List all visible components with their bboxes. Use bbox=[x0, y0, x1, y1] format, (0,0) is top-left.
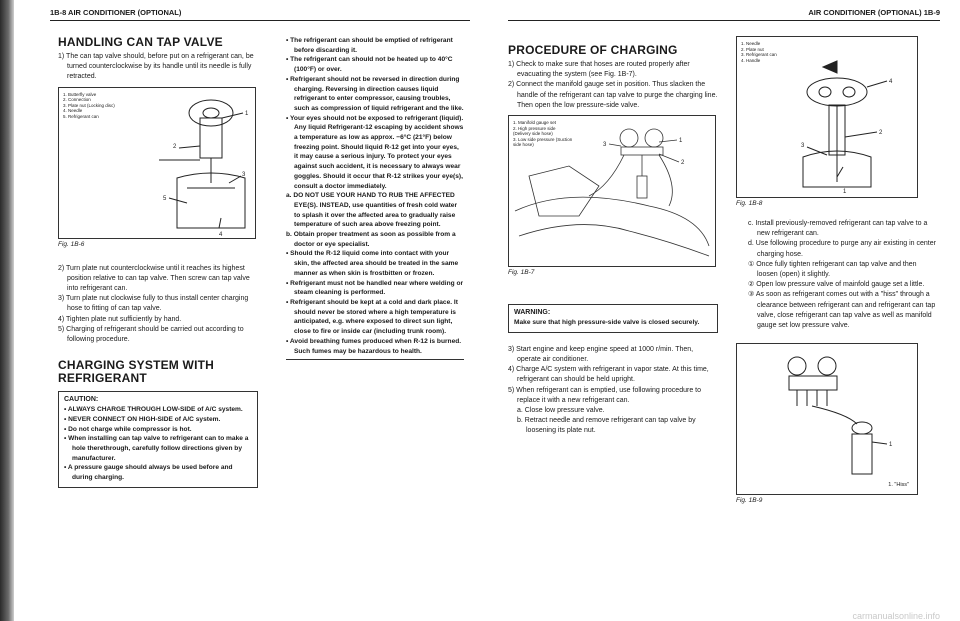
right-column-1 bbox=[508, 44, 718, 437]
figure-1b-8 bbox=[736, 36, 918, 198]
caution-box bbox=[58, 391, 258, 488]
fig6-caption: Fig. 1B-6 bbox=[58, 240, 85, 248]
warning-item: a. DO NOT USE YOUR HAND TO RUB THE AFFECTED EYE(S). INSTEAD, use quantities of fresh cold water to splash it over the affected area to gradually raise temperature of such area above freezing point. bbox=[286, 192, 458, 229]
proc-step-c: c. Install previously-removed refrigerant can tap valve to a new refrigerant can. bbox=[748, 220, 928, 238]
fig7-caption: Fig. 1B-7 bbox=[508, 269, 535, 277]
right-column-2 bbox=[736, 36, 936, 504]
warning-item: • Your eyes should not be exposed to refrigerant (liquid). Any liquid Refrigerant-12 escaping by accident shows a temperature as low as approx. −6°C (21°F) below freezing point. Should liquid R-12 get into your eyes, it may cause a serious injury. To protect your eyes against such accident, it is necessary to always wear goggles. Should it occur that R-12 strikes your eye(s), consult a doctor immediately. bbox=[286, 114, 464, 190]
caution-item: • When installing can tap valve to refrigerant can to make a hole therethrough, carefully follow directions given by manufacturer. bbox=[64, 435, 249, 462]
heading-handling-can-tap-valve: HANDLING CAN TAP VALVE bbox=[58, 35, 223, 49]
warning-item: • Refrigerant should be kept at a cold and dark place. It should never be stored where a high temperature is anticipated, e.g. where exposed to direct sun light, close to fire or inside car (including trunk room). bbox=[286, 298, 458, 336]
hiss-purge-drawing bbox=[737, 344, 917, 494]
book-binding-shadow bbox=[0, 0, 14, 621]
right-page bbox=[508, 8, 940, 608]
steps-2-5 bbox=[58, 264, 258, 346]
step-4: 4) Tighten plate nut sufficiently by hand. bbox=[58, 315, 182, 323]
left-header-text: 1B-8 AIR CONDITIONER (OPTIONAL) bbox=[50, 8, 182, 17]
watermark-footer: carmanualsonline.info bbox=[852, 611, 940, 621]
can-tap-valve-drawing bbox=[59, 88, 255, 238]
svg-text:5: 5 bbox=[163, 195, 167, 202]
warning-item: • The refrigerant can should be emptied of refrigerant before discarding it. bbox=[286, 37, 453, 54]
proc-step-4: 4) Charge A/C system with refrigerant in vapor state. At this time, refrigerant can should be held upright. bbox=[508, 366, 709, 384]
svg-text:4: 4 bbox=[889, 79, 893, 85]
svg-text:2: 2 bbox=[879, 130, 883, 136]
step-3: 3) Turn plate nut clockwise fully to thus install center charging hose to fitting of can tap valve. bbox=[58, 295, 249, 313]
warning-item: • The refrigerant can should not be heated up to 40°C (100°F) or over. bbox=[286, 56, 453, 74]
svg-text:1: 1 bbox=[245, 110, 249, 117]
warning-item: • Refrigerant should not be reversed in direction during charging. Reversing in direction causes liquid refrigerant to enter compressor, causing troubles, such as compression of liquid refrigerant and the like. bbox=[286, 75, 464, 112]
fig8-legend: 1. Needle 2. Plate nut 3. Refrigerant can 4. Handle bbox=[741, 41, 777, 63]
figure-1b-9 bbox=[736, 343, 918, 495]
warning-item: • Should the R-12 liquid come into contact with your skin, the affected area should be treated in the same manner as when skin is frostbitten or frozen. bbox=[286, 250, 459, 277]
caution-title: CAUTION: bbox=[64, 396, 99, 404]
svg-text:3: 3 bbox=[801, 143, 805, 149]
step-5: 5) Charging of refrigerant should be carried out according to following procedure. bbox=[58, 325, 244, 344]
svg-text:1: 1 bbox=[889, 442, 893, 449]
proc-substep-3: ③ As soon as refrigerant comes out with a "hiss" through a clearance between refrigerant can and refrigerant can tap valve, close refrigerant can tap valve as well as manifold gauge set low pressure valve. bbox=[748, 291, 936, 330]
warning-text: Make sure that high pressure-side valve is closed securely. bbox=[514, 319, 700, 327]
warning-item: • Refrigerant must not be handled near where welding or steam cleaning is performed. bbox=[286, 279, 464, 297]
left-page bbox=[50, 8, 470, 608]
fig8-caption: Fig. 1B-8 bbox=[736, 200, 763, 207]
proc-steps-3-5 bbox=[508, 345, 718, 437]
caution-item: • Do not charge while compressor is hot. bbox=[64, 425, 192, 433]
svg-text:4: 4 bbox=[219, 231, 223, 238]
proc-substep-1: ① Once fully tighten refrigerant can tap valve and then loosen (open) it slightly. bbox=[748, 260, 917, 279]
svg-text:3: 3 bbox=[242, 171, 246, 178]
svg-text:3: 3 bbox=[603, 142, 607, 149]
proc-step-2: 2) Connect the manifold gauge set in position. Thus slacken the handle of the refrigerant can tap valve to purge the charging line. Then open the low pressure-side valve. bbox=[508, 81, 718, 109]
proc-step-1: 1) Check to make sure that hoses are routed properly after evacuating the system (see Fig. 1B-7). bbox=[508, 61, 690, 79]
svg-text:1: 1 bbox=[679, 138, 683, 145]
proc-steps-c-d bbox=[736, 219, 936, 331]
step-2: 2) Turn plate nut counterclockwise until it reaches its highest position relative to can tap valve. Then screw can tap valve into refrigerant can. bbox=[58, 264, 250, 293]
caution-item: • ALWAYS CHARGE THROUGH LOW-SIDE of A/C system. bbox=[64, 406, 243, 414]
svg-text:2: 2 bbox=[173, 143, 177, 150]
proc-step-5b: b. Retract needle and remove refrigerant can tap valve by loosening its plate nut. bbox=[517, 417, 696, 435]
right-header-text: AIR CONDITIONER (OPTIONAL) 1B-9 bbox=[808, 8, 940, 17]
left-column-1 bbox=[58, 36, 258, 488]
proc-substep-2: ② Open low pressure valve of mainfold gauge set a little. bbox=[748, 281, 925, 289]
fig6-legend: 1. Butterfly valve 2. Connection 3. Plate nut (Locking disc) 4. Needle 5. Refrigerant can bbox=[63, 91, 115, 119]
caution-item: • NEVER CONNECT ON HIGH-SIDE of A/C system. bbox=[64, 415, 221, 423]
fig7-legend: 1. Manifold gauge set 2. High pressure side (Delivery side hose) 3. Low side pressure (Suction side hose) bbox=[513, 120, 573, 148]
fig9-legend: 1. "Hiss" bbox=[888, 481, 909, 488]
proc-step-5: 5) When refrigerant can is emptied, use following procedure to replace it with a new refrigerant can. bbox=[508, 386, 701, 404]
can-tap-valve-cutaway-drawing bbox=[737, 37, 917, 197]
figure-1b-6 bbox=[58, 87, 256, 239]
caution-item: • A pressure gauge should always be used before and during charging. bbox=[64, 464, 233, 482]
fig9-caption: Fig. 1B-9 bbox=[736, 497, 763, 505]
warning-title: WARNING: bbox=[514, 309, 551, 317]
warning-item: • Avoid breathing fumes produced when R-12 is burned. Such fumes may be hazardous to health. bbox=[286, 337, 462, 355]
proc-step-d: d. Use following procedure to purge any air existing in center charging hose. bbox=[748, 240, 936, 258]
heading-charging-system: CHARGING SYSTEM WITH REFRIGERANT bbox=[58, 358, 214, 386]
proc-step-3: 3) Start engine and keep engine speed at 1000 r/min. Then, operate air conditioner. bbox=[508, 345, 694, 363]
manifold-gauge-engine-drawing bbox=[509, 116, 715, 266]
right-page-header bbox=[508, 8, 940, 21]
figure-1b-7 bbox=[508, 115, 716, 267]
svg-text:2: 2 bbox=[681, 160, 685, 167]
proc-step-5a: a. Close low pressure valve. bbox=[517, 406, 605, 414]
warning-item: b. Obtain proper treatment as soon as possible from a doctor or eye specialist. bbox=[286, 231, 456, 248]
warning-box bbox=[508, 304, 718, 333]
svg-text:1: 1 bbox=[843, 189, 847, 195]
step-1-text: 1) The can tap valve should, before put on a refrigerant can, be turned counterclockwise by its handle until its needle is fully retracted. bbox=[58, 53, 254, 81]
heading-procedure-of-charging: PROCEDURE OF CHARGING bbox=[508, 43, 678, 57]
left-page-header bbox=[50, 8, 470, 21]
left-column-2 bbox=[286, 36, 464, 360]
